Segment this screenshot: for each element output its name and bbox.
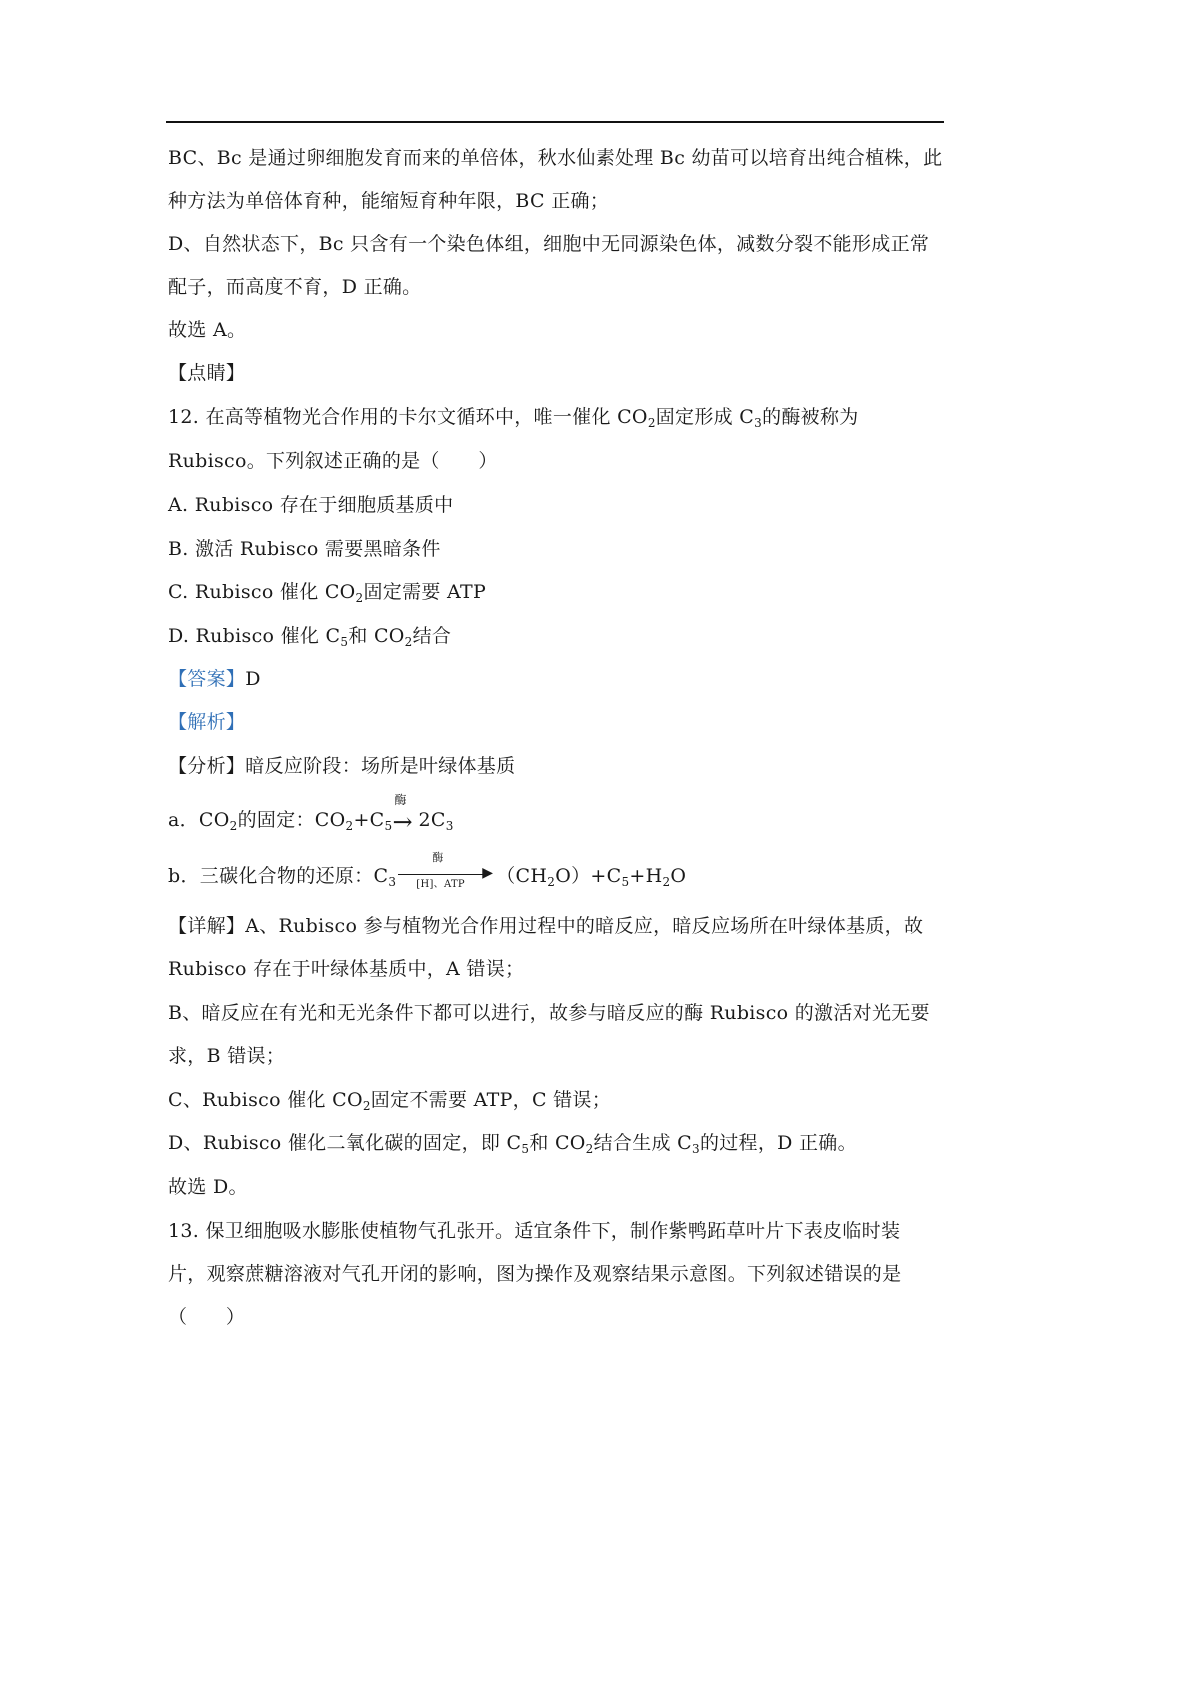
text-line: 种方法为单倍体育种，能缩短育种年限，BC 正确； <box>168 190 610 212</box>
reaction-arrow: 酶 → <box>392 793 413 836</box>
option-c: C. Rubisco 催化 $CO_2$固定需要 ATP <box>168 581 487 605</box>
question-12-stem: 12. 在高等植物光合作用的卡尔文循环中，唯一催化 $CO_2$固定形成 $C_3$的酶被称为 <box>168 406 859 430</box>
option-d: D. Rubisco 催化 $C_5$和 $CO_2$结合 <box>168 625 452 649</box>
text-line: BC、Bc 是通过卵细胞发育而来的单倍体，秋水仙素处理 Bc 幼苗可以培育出纯合植株，此 <box>168 147 943 169</box>
answer-label: 【答案】 <box>168 668 246 690</box>
reaction-arrow: 酶 ▶ [H]、ATP <box>398 862 494 886</box>
section-heading: 【点睛】 <box>168 362 246 384</box>
equation-b: b．三碳化合物的还原：$C_3$ 酶 ▶ [H]、ATP $(CH_2O)+C_5+H_2O$ <box>168 851 687 890</box>
text-line: 配子，而高度不育，D 正确。 <box>168 276 422 298</box>
option-a: A. Rubisco 存在于细胞质基质中 <box>168 494 454 516</box>
detail-line: 求，B 错误； <box>168 1045 286 1067</box>
header-rule <box>166 121 944 123</box>
detail-line: 【详解】A、Rubisco 参与植物光合作用过程中的暗反应，暗反应场所在叶绿体基质，故 <box>168 915 924 937</box>
text-line: D、自然状态下，Bc 只含有一个染色体组，细胞中无同源染色体，减数分裂不能形成正常 <box>168 233 930 255</box>
question-13-stem: （ ） <box>168 1306 246 1328</box>
option-b: B. 激活 Rubisco 需要黑暗条件 <box>168 538 441 560</box>
question-13-stem: 片，观察蔗糖溶液对气孔开闭的影响，图为操作及观察结果示意图。下列叙述错误的是 <box>168 1263 902 1285</box>
detail-line: D、Rubisco 催化二氧化碳的固定，即 $C_5$和 $CO_2$结合生成 $C_3$的过程，D 正确。 <box>168 1132 857 1156</box>
detail-line: C、Rubisco 催化 $CO_2$固定不需要 ATP，C 错误； <box>168 1089 612 1113</box>
detail-line: B、暗反应在有光和无光条件下都可以进行，故参与暗反应的酶 Rubisco 的激活对光无要 <box>168 1002 930 1024</box>
analysis-line: 【分析】暗反应阶段：场所是叶绿体基质 <box>168 755 516 777</box>
question-13-stem: 13. 保卫细胞吸水膨胀使植物气孔张开。适宜条件下，制作紫鸭跖草叶片下表皮临时装 <box>168 1220 901 1242</box>
answer-value: D <box>245 668 261 690</box>
analysis-heading: 【解析】 <box>168 711 246 733</box>
detail-line: Rubisco 存在于叶绿体基质中，A 错误； <box>168 958 525 980</box>
text-line: 故选 A。 <box>168 319 247 341</box>
equation-a: a．$CO_2$的固定：$CO_2+C_5$ 酶 → $2C_3$ <box>168 793 454 836</box>
question-12-stem: Rubisco。下列叙述正确的是（ ） <box>168 450 498 472</box>
answer-line <box>168 667 261 691</box>
detail-line: 故选 D。 <box>168 1176 248 1198</box>
